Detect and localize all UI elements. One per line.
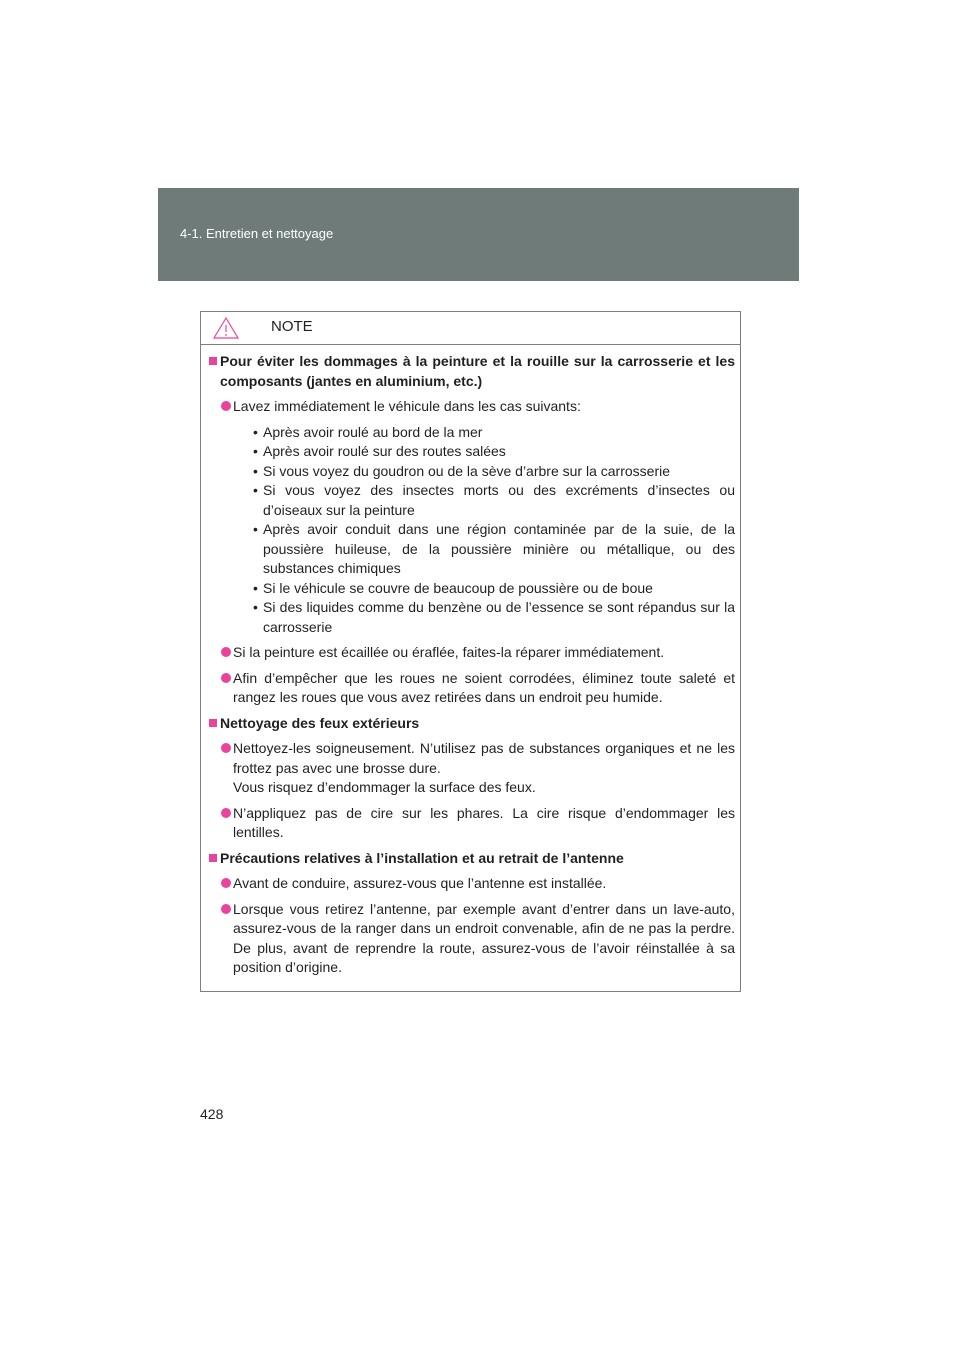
note-title: NOTE [271, 318, 313, 335]
round-bullet-icon [221, 904, 231, 914]
section-heading: Pour éviter les dommages à la peinture et la rouille sur la carrosserie et les composants (jantes en aluminium, etc.) [209, 352, 735, 391]
warning-icon [212, 316, 240, 340]
page-number: 428 [200, 1106, 224, 1122]
round-bullet-icon [221, 673, 231, 683]
sub-item: • Après avoir conduit dans une région contaminée par de la suie, de la poussière huileuse, de la poussière minière ou métallique, ou des substances chimiques [253, 521, 735, 576]
section-heading: Précautions relatives à l’installation et au retrait de l’antenne [209, 849, 735, 869]
round-bullet-icon [221, 743, 231, 753]
sub-list [233, 423, 735, 638]
note-section [209, 849, 735, 978]
sub-item: • Si des liquides comme du benzène ou de l’essence se sont répandus sur la carrosserie [253, 599, 735, 635]
note-header [201, 312, 740, 345]
section-title: 4-1. Entretien et nettoyage [180, 226, 334, 241]
list-item: Avant de conduire, assurez-vous que l’antenne est installée. [209, 874, 735, 894]
round-bullet-icon [221, 647, 231, 657]
list-item: Lorsque vous retirez l’antenne, par exemple avant d’entrer dans un lave-auto, assurez-vous de la ranger dans un endroit convenable, afin de ne pas la perdre. De plus, avant de reprendre la route, assurez-vous de l’avoir réinstallée à sa position d’origine. [209, 900, 735, 978]
list-item: Lavez immédiatement le véhicule dans les cas suivants: • Après avoir roulé au bord de la mer • Après avoir roulé sur des routes salées • Si vous voyez du goudron ou de la sève d’arbre sur la carrosserie • Si vous voyez des insectes morts ou des excréments d’insectes ou d’oiseaux sur la peinture • Après avoir conduit dans une région contaminée par de la suie, de la poussière huileuse, de la poussière minière ou métallique, ou des substances chimiques • Si le véhicule se couvre de beaucoup de poussière ou de boue • Si des liquides comme du benzène ou de l’essence se sont répandus sur la carrosserie [209, 397, 735, 637]
round-bullet-icon [221, 808, 231, 818]
sub-item: • Après avoir roulé au bord de la mer [253, 423, 483, 440]
list-item: Nettoyez-les soigneusement. N’utilisez pas de substances organiques et ne les frottez pas avec une brosse dure. Vous risquez d’endommager la surface des feux. [209, 739, 735, 798]
header-band [158, 188, 799, 281]
round-bullet-icon [221, 878, 231, 888]
note-section [209, 352, 735, 708]
list-item: Afin d’empêcher que les roues ne soient corrodées, éliminez toute saleté et rangez les roues que vous avez retirées dans un endroit peu humide. [209, 669, 735, 708]
sub-item: • Après avoir roulé sur des routes salées [253, 443, 506, 459]
round-bullet-icon [221, 401, 231, 411]
list-item: N’appliquez pas de cire sur les phares. La cire risque d’endommager les lentilles. [209, 804, 735, 843]
sub-item: • Si vous voyez du goudron ou de la sève d’arbre sur la carrosserie [253, 462, 670, 479]
sub-item: • Si le véhicule se couvre de beaucoup de poussière ou de boue [253, 579, 653, 596]
note-section [209, 714, 735, 843]
list-item: Si la peinture est écaillée ou éraflée, faites-la réparer immédiatement. [209, 643, 735, 663]
note-body [209, 352, 735, 978]
sub-item: • Si vous voyez des insectes morts ou des excréments d’insectes ou d’oiseaux sur la peinture [253, 482, 735, 518]
square-bullet-icon [209, 719, 217, 727]
note-box [200, 311, 741, 992]
section-heading: Nettoyage des feux extérieurs [209, 714, 735, 734]
square-bullet-icon [209, 357, 217, 365]
square-bullet-icon [209, 854, 217, 862]
